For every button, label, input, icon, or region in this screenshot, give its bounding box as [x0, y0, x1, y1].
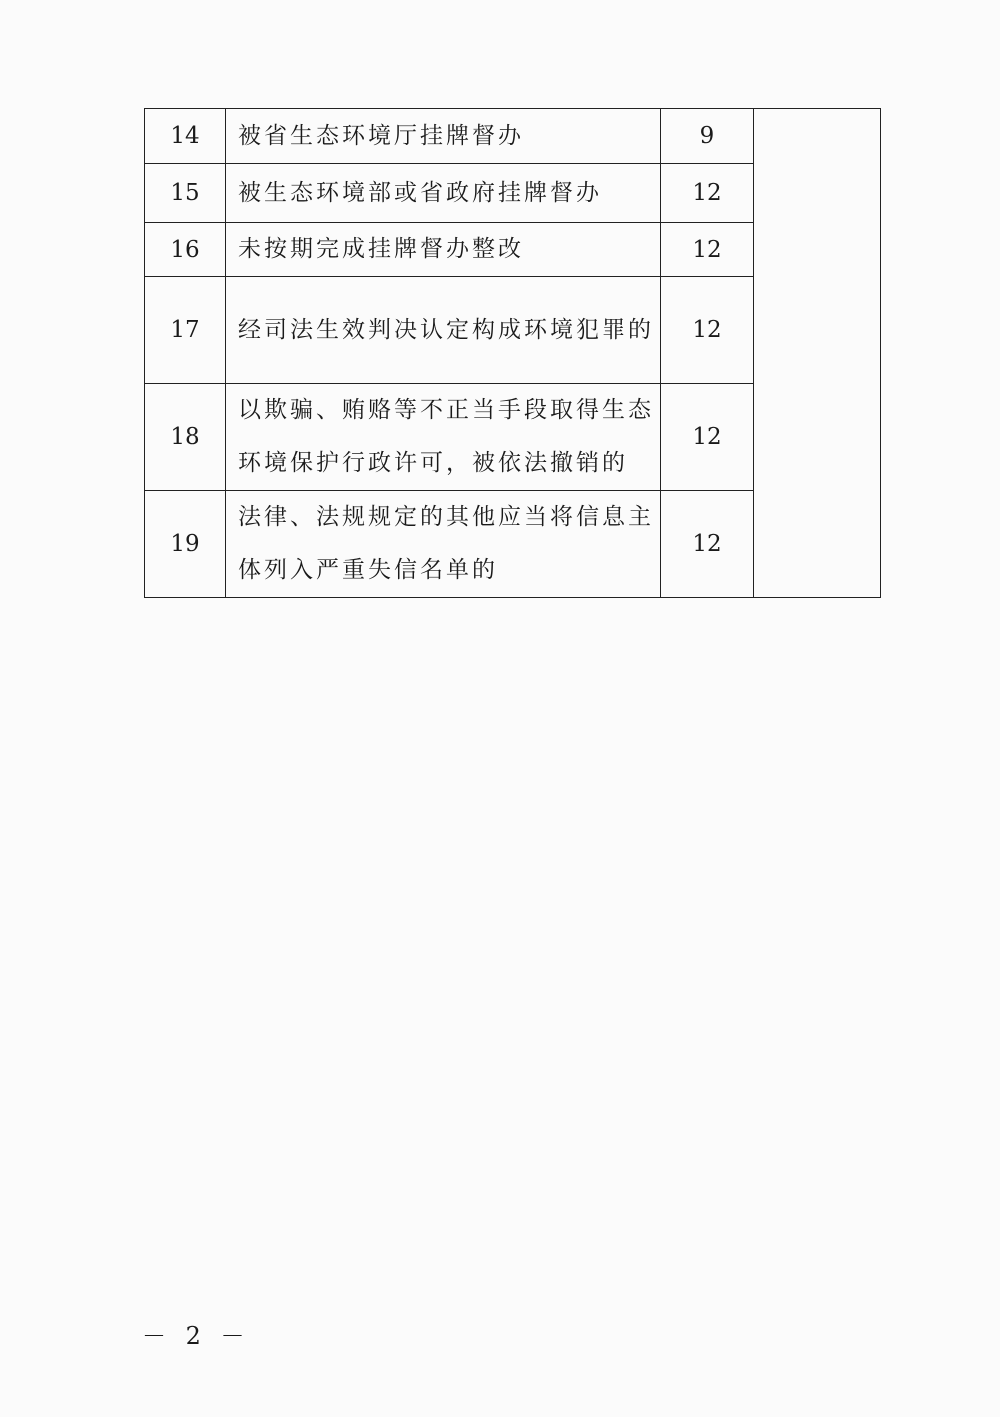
merged-note-cell [754, 109, 881, 598]
row-number: 16 [145, 223, 226, 277]
row-description: 未按期完成挂牌督办整改 [226, 223, 661, 277]
row-description: 被生态环境部或省政府挂牌督办 [226, 164, 661, 223]
row-number: 14 [145, 109, 226, 164]
row-description: 以欺骗、贿赂等不正当手段取得生态环境保护行政许可，被依法撤销的 [226, 384, 661, 491]
page-number: － 2 － [142, 1322, 251, 1350]
row-score: 9 [661, 109, 754, 164]
row-score: 12 [661, 277, 754, 384]
row-number: 18 [145, 384, 226, 491]
row-score: 12 [661, 491, 754, 598]
row-description: 法律、法规规定的其他应当将信息主体列入严重失信名单的 [226, 491, 661, 598]
row-number: 15 [145, 164, 226, 223]
row-description: 被省生态环境厅挂牌督办 [226, 109, 661, 164]
row-number: 17 [145, 277, 226, 384]
row-description: 经司法生效判决认定构成环境犯罪的 [226, 277, 661, 384]
scoring-table [144, 108, 881, 598]
row-number: 19 [145, 491, 226, 598]
table-row [145, 109, 881, 164]
row-score: 12 [661, 223, 754, 277]
row-score: 12 [661, 384, 754, 491]
row-score: 12 [661, 164, 754, 223]
